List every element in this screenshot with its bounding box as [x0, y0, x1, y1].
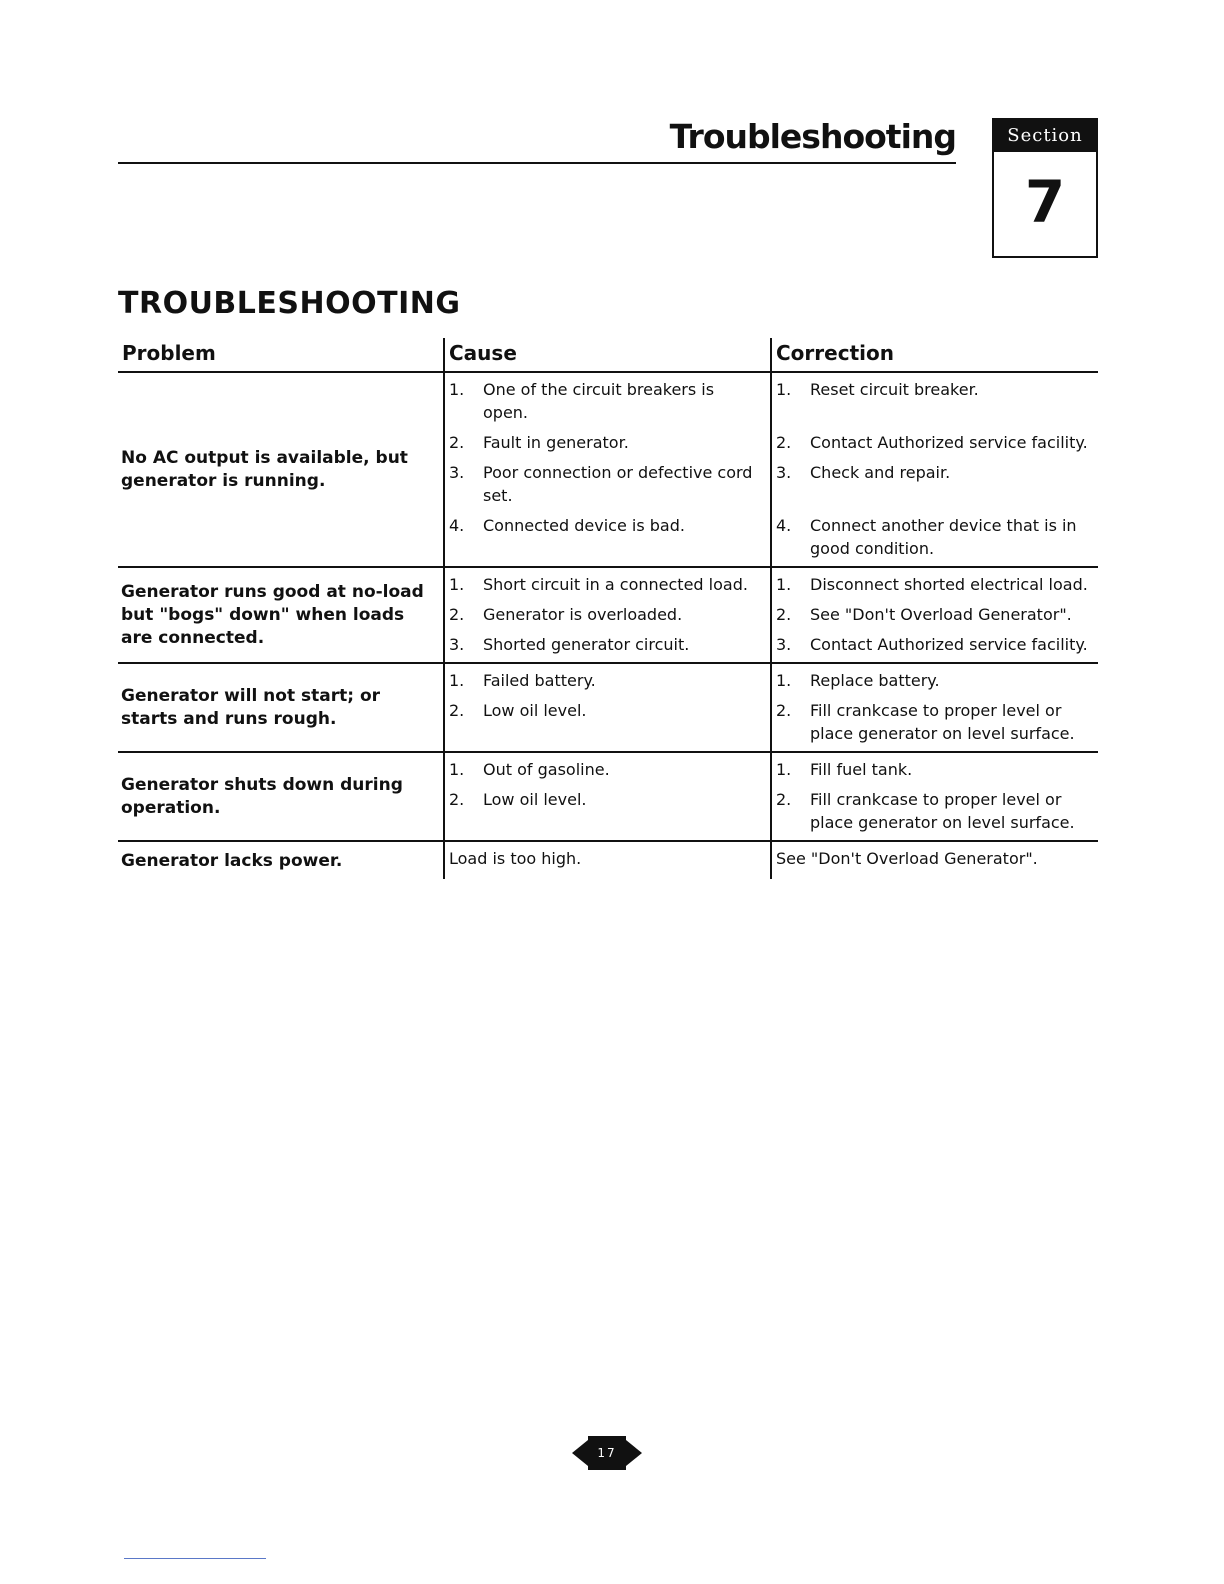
list-item	[776, 603, 1092, 626]
header-title: Troubleshooting	[669, 117, 956, 156]
list-item	[776, 378, 1092, 401]
problem-cell: Generator will not start; or starts and runs rough.	[118, 663, 444, 752]
list-item	[449, 699, 764, 722]
correction-list	[772, 568, 1098, 662]
item-text: Low oil level.	[483, 701, 587, 720]
table-row	[118, 567, 1098, 663]
item-text: Check and repair.	[810, 463, 951, 482]
item-number: 3.	[776, 463, 792, 482]
column-header-correction: Correction	[771, 338, 1098, 372]
correction-cell	[771, 752, 1098, 841]
item-text: Generator is overloaded.	[483, 605, 683, 624]
cause-list	[445, 373, 770, 543]
item-text: Low oil level.	[483, 790, 587, 809]
list-item	[776, 514, 1092, 560]
item-text: Contact Authorized service facility.	[810, 635, 1088, 654]
list-item	[449, 514, 764, 537]
item-number: 3.	[449, 635, 465, 654]
item-text: Contact Authorized service facility.	[810, 433, 1088, 452]
item-text: Fill crankcase to proper level or place generator on level surface.	[810, 701, 1075, 743]
page-number: 17	[597, 1446, 617, 1460]
list-item	[449, 603, 764, 626]
table-row	[118, 752, 1098, 841]
item-number: 1.	[776, 760, 792, 779]
item-number: 2.	[449, 701, 465, 720]
item-number: 2.	[449, 433, 465, 452]
item-text: Reset circuit breaker.	[810, 380, 979, 399]
list-item	[776, 758, 1092, 781]
item-number: 1.	[449, 760, 465, 779]
item-number: 3.	[776, 635, 792, 654]
problem-cell: Generator shuts down during operation.	[118, 752, 444, 841]
item-number: 1.	[449, 671, 465, 690]
correction-cell	[771, 567, 1098, 663]
item-text: Shorted generator circuit.	[483, 635, 690, 654]
item-number: 1.	[449, 575, 465, 594]
correction-cell	[771, 372, 1098, 567]
cause-cell	[444, 752, 771, 841]
list-item	[449, 431, 764, 454]
footer-rule	[124, 1558, 266, 1559]
list-item	[449, 669, 764, 692]
item-text: Connect another device that is in good condition.	[810, 516, 1077, 558]
table-row	[118, 663, 1098, 752]
item-number: 1.	[776, 671, 792, 690]
list-item	[449, 758, 764, 781]
item-number: 4.	[449, 516, 465, 535]
correction-list	[772, 664, 1098, 751]
list-item	[449, 378, 764, 424]
item-text: Connected device is bad.	[483, 516, 685, 535]
column-header-cause: Cause	[444, 338, 771, 372]
item-number: 2.	[449, 790, 465, 809]
table-header-row	[118, 338, 1098, 372]
troubleshooting-table	[118, 338, 1098, 879]
problem-cell: Generator lacks power.	[121, 851, 343, 871]
item-number: 3.	[449, 463, 465, 482]
item-text: Replace battery.	[810, 671, 940, 690]
cause-list	[445, 753, 770, 817]
list-item	[449, 573, 764, 596]
header-rule	[118, 162, 956, 164]
cause-list	[445, 664, 770, 728]
item-number: 2.	[776, 790, 792, 809]
cause-text: Load is too high.	[449, 849, 582, 868]
page-title: TROUBLESHOOTING	[118, 286, 461, 321]
item-number: 2.	[449, 605, 465, 624]
correction-list	[772, 753, 1098, 840]
item-text: Out of gasoline.	[483, 760, 610, 779]
correction-list	[772, 373, 1098, 566]
item-text: One of the circuit breakers is open.	[483, 380, 715, 422]
list-item	[776, 788, 1092, 834]
list-item	[776, 431, 1092, 454]
item-number: 2.	[776, 605, 792, 624]
cause-list	[445, 568, 770, 662]
list-item	[449, 633, 764, 656]
section-tab	[992, 118, 1098, 258]
cause-cell	[444, 841, 771, 879]
item-number: 2.	[776, 433, 792, 452]
list-item	[449, 461, 764, 507]
list-item	[776, 669, 1092, 692]
cause-cell	[444, 663, 771, 752]
item-number: 1.	[776, 575, 792, 594]
table-row	[118, 841, 1098, 879]
item-number: 4.	[776, 516, 792, 535]
item-number: 2.	[776, 701, 792, 720]
list-item	[776, 699, 1092, 745]
item-text: Fault in generator.	[483, 433, 629, 452]
item-number: 1.	[449, 380, 465, 399]
section-number: 7	[1024, 168, 1066, 236]
section-label: Section	[994, 120, 1096, 152]
cause-cell	[444, 372, 771, 567]
item-number: 1.	[776, 380, 792, 399]
list-item	[776, 461, 1092, 484]
item-text: Fill crankcase to proper level or place generator on level surface.	[810, 790, 1075, 832]
problem-cell: No AC output is available, but generator is running.	[118, 372, 444, 567]
correction-cell	[771, 663, 1098, 752]
cause-cell	[444, 567, 771, 663]
item-text: Poor connection or defective cord set.	[483, 463, 753, 505]
item-text: Disconnect shorted electrical load.	[810, 575, 1088, 594]
problem-cell: Generator runs good at no-load but "bogs" down" when loads are connected.	[118, 567, 444, 663]
list-item	[776, 633, 1092, 656]
column-header-problem: Problem	[118, 338, 444, 372]
correction-cell	[771, 841, 1098, 879]
list-item	[776, 573, 1092, 596]
item-text: See "Don't Overload Generator".	[810, 605, 1072, 624]
correction-text: See "Don't Overload Generator".	[776, 849, 1038, 868]
page-number-badge	[572, 1436, 642, 1470]
item-text: Short circuit in a connected load.	[483, 575, 748, 594]
list-item	[449, 788, 764, 811]
item-text: Fill fuel tank.	[810, 760, 913, 779]
table-row	[118, 372, 1098, 567]
item-text: Failed battery.	[483, 671, 596, 690]
